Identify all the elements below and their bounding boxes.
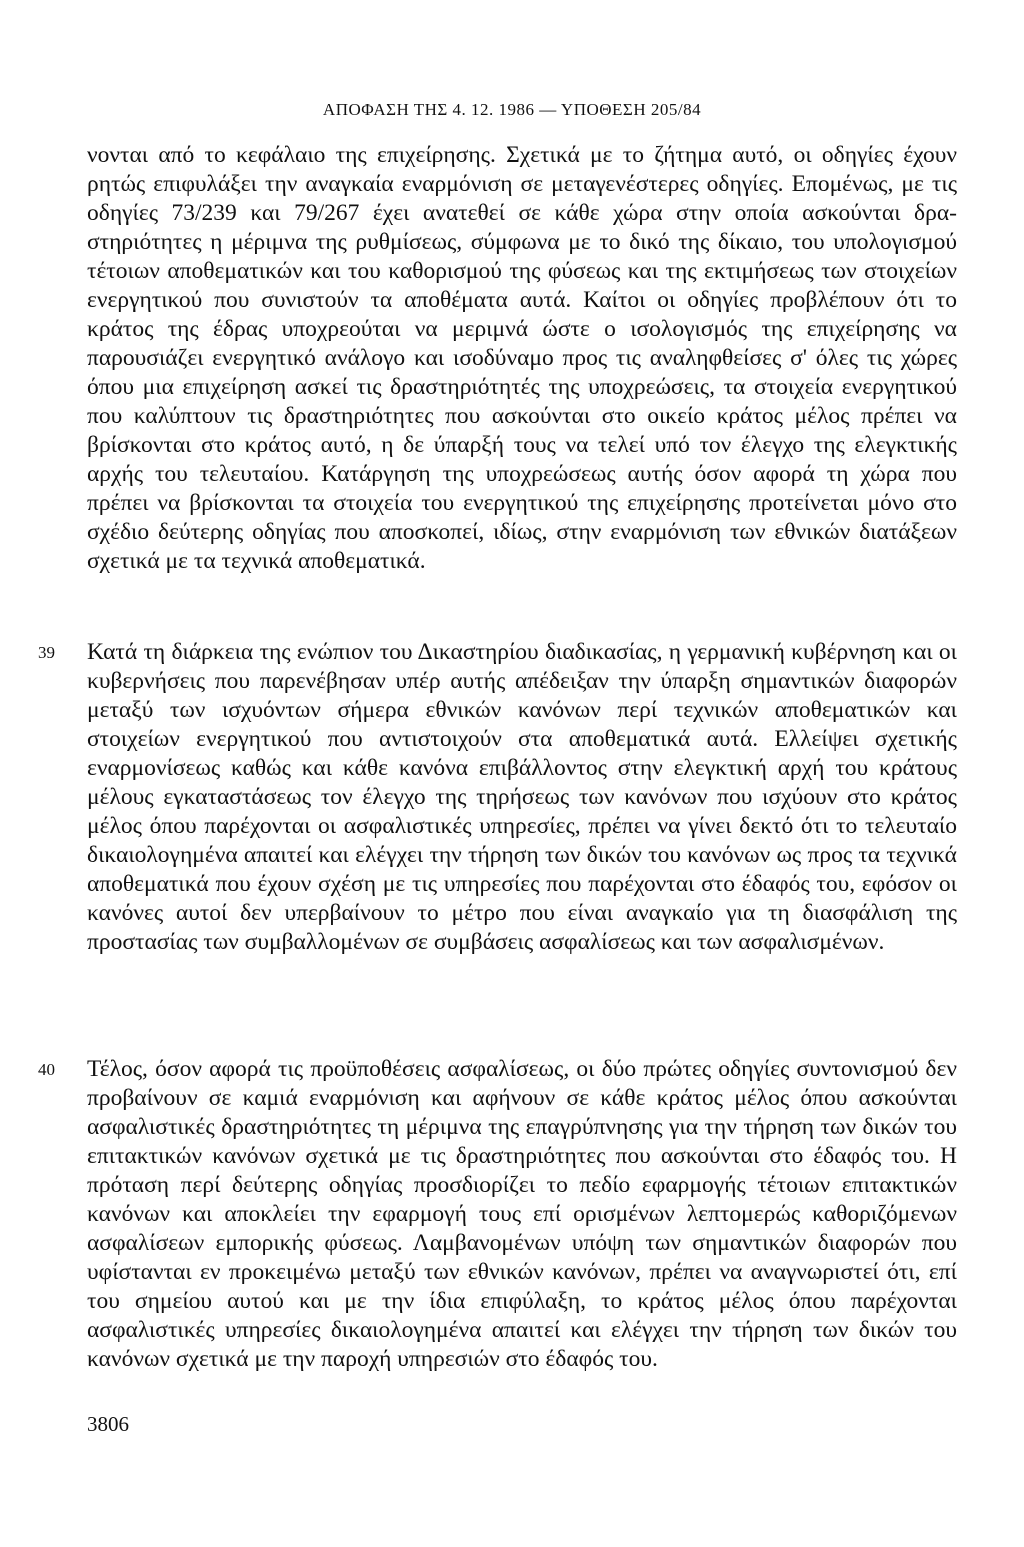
paragraph-40: Τέλος, όσον αφορά τις προϋποθέσεις ασφαλίσεως, οι δύο πρώτες οδηγίες συντονισμού δεν προβαίνουν σε καμιά εναρμόνιση και αφήνουν σε κάθε κράτος μέλος όπου ασκούνται ασφαλιστικές δραστηριότητες τη μέριμνα της επαγρύπνησης για την τήρηση των δικών του επιτακτικών κανόνων σχετικά με τις δραστηριότητες που ασκούνται στο έδαφός του. Η πρόταση περί δεύτερης οδηγίας προσδιορίζει το πεδίο εφαρμογής τέτοιων επιτακτικών κανόνων και αποκλείει την εφαρμογή τους επί ορισμένων λεπτομερώς καθοριζόμενων ασφαλίσεων εμπορικής φύσεως. Λαμβανομένων υπόψη των σημαντικών διαφορών που υφίστανται εν προκειμένω μεταξύ των εθνικών κανόνων, πρέπει να αναγνωριστεί ότι, επί του σημείου αυτού και με την ίδια επιφύλαξη, το κράτος μέλος όπου παρέχονται ασφαλιστικές υπηρεσίες δικαιολογημένα απαιτεί και ελέγχει την τήρηση των δικών του κανόνων σχετικά με την παροχή υπηρεσιών στο έδαφός του. xyxy=(87,1056,957,1372)
page-number: 3806 xyxy=(87,1412,129,1436)
paragraph-number: 40 xyxy=(38,1060,55,1079)
paragraph-39: Κατά τη διάρκεια της ενώπιον του Δικαστηρίου διαδικασίας, η γερμανική κυβέρνηση και οι κυβερνήσεις που παρενέβησαν υπέρ αυτής απέδειξαν την ύπαρξη σημαντικών διαφορών μεταξύ των ισχυόντων σήμερα εθνικών κανόνων περί τεχνικών αποθεματικών και στοιχείων ενεργητικού που αντιστοιχούν στα αποθεματικά αυτά. Ελλείψει σχετικής εναρμονίσεως καθώς και κάθε κανόνα επιβάλλοντος στην ελεγκτική αρχή του κράτους μέλους εγκαταστάσεως τον έλεγχο της τηρήσεως των κανόνων που ισχύουν στο κράτος μέλος όπου παρέχονται οι ασφαλιστικές υπηρεσίες, πρέπει να γίνει δεκτό ότι το τελευταίο δικαιολογημένα απαιτεί και ελέγχει την τήρηση των δικών του κανόνων ως προς τα τεχνικά αποθεματικά που έχουν σχέση με τις υπηρεσίες που παρέχονται στο έδαφός του, εφόσον οι κανόνες αυτοί δεν υπερβαίνουν το μέτρο που είναι αναγκαίο για τη διασφάλιση της προστασίας των συμβαλλομένων σε συμβάσεις ασφαλίσεως και των ασφαλισμένων. xyxy=(87,639,957,955)
paragraph-continuation: νονται από το κεφάλαιο της επιχείρησης. Σχετικά με το ζήτημα αυτό, οι οδηγίες έχουν ρητώς επιφυλάξει την αναγκαία εναρμόνιση σε μεταγενέστερες οδηγίες. Επομένως, με τις οδηγίες 73/239 και 79/267 έχει ανατεθεί σε κάθε χώρα στην οποία ασκούνται δραστηριότητες η μέριμνα της ρυθμίσεως, σύμφωνα με το δικό της δίκαιο, του υπολογισμού τέτοιων αποθεματικών και του καθορισμού της φύσεως και της εκτιμήσεως των στοιχείων ενεργητικού που συνιστούν τα αποθέματα αυτά. Καίτοι οι οδηγίες προβλέπουν ότι το κράτος της έδρας υποχρεούται να μεριμνά ώστε ο ισολογισμός της επιχείρησης να παρουσιάζει ενεργητικό ανάλογο και ισοδύναμο προς τις αναληφθείσες σ' όλες τις χώρες όπου μια επιχείρηση ασκεί τις δραστηριότητές της υποχρεώσεις, τα στοιχεία ενεργητικού που καλύπτουν τις δραστηριότητες που ασκούνται στο οικείο κράτος μέλος πρέπει να βρίσκονται στο κράτος αυτό, η δε ύπαρξή τους να τελεί υπό τον έλεγχο της ελεγκτικής αρχής του τελευταίου. Κατάργηση της υποχρεώσεως αυτής όσον αφορά τη χώρα που πρέπει να βρίσκονται τα στοιχεία του ενεργητικού της επιχείρησης προτείνεται μόνο στο σχέδιο δεύτερης οδηγίας που αποσκοπεί, ιδίως, στην εναρμόνιση των εθνικών διατάξεων σχετικά με τα τεχνικά αποθεματικά. xyxy=(87,142,957,574)
paragraph-number: 39 xyxy=(38,643,55,662)
running-header: ΑΠΟΦΑΣΗ ΤΗΣ 4. 12. 1986 — ΥΠΟΘΕΣΗ 205/84 xyxy=(322,100,702,119)
